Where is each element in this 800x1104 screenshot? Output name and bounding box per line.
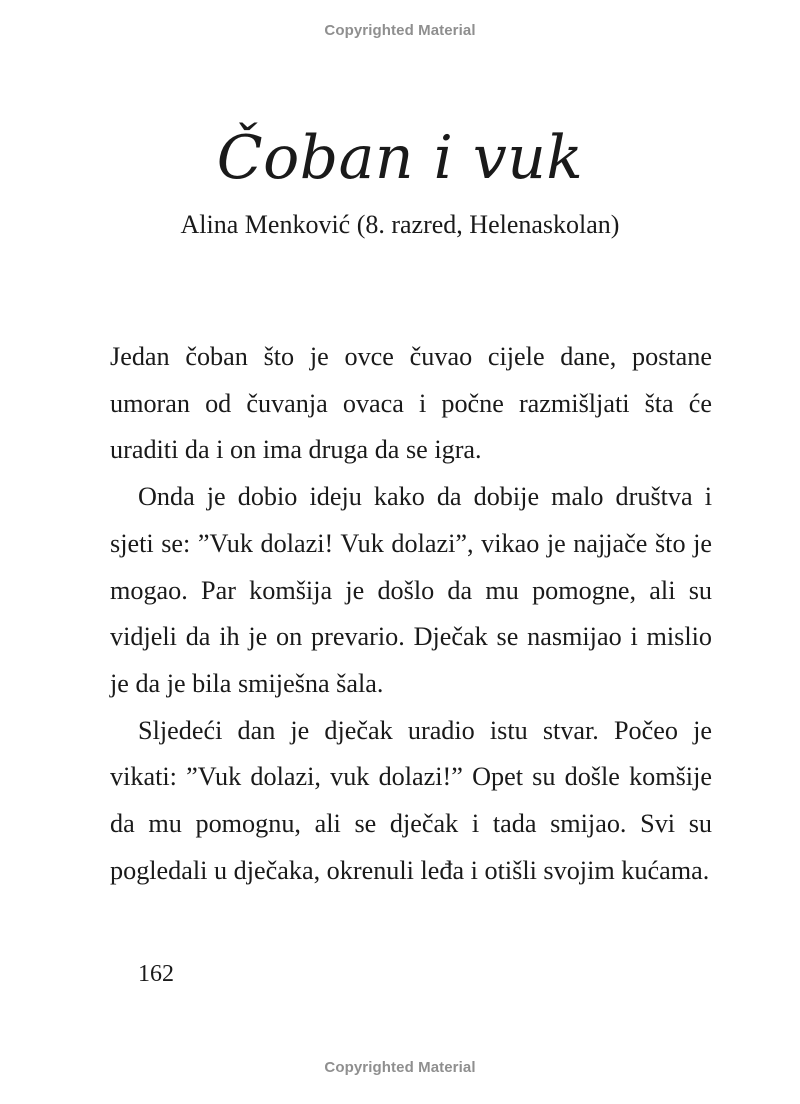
copyright-watermark-bottom: Copyrighted Material (324, 1059, 476, 1076)
paragraph-3: Sljedeći dan je dječak uradio istu stvar. Počeo je vikati: ”Vuk dolazi, vuk dolazi!” Opet su došle komšije da mu pomognu, ali se dječak i tada smijao. Svi su pogledali u dječaka, okrenuli leđa i otišli svojim kućama. (110, 715, 712, 885)
paragraph-1: Jedan čoban što je ovce čuvao cijele dane, postane umoran od čuvanja ovaca i počne razmišljati šta će uraditi da i on ima druga da se igra. (110, 342, 712, 465)
story-body (110, 334, 712, 894)
paragraph-2: Onda je dobio ideju kako da dobije malo društva i sjeti se: ”Vuk dolazi! Vuk dolazi”, vikao je najjače što je mogao. Par komšija je došlo da mu pomogne, ali su vidjeli da ih je on prevario. Dječak se nasmijao i mislio je da je bila smiješna šala. (110, 482, 712, 698)
page-number: 162 (138, 961, 174, 987)
story-author: Alina Menković (8. razred, Helenaskolan) (180, 210, 620, 239)
copyright-watermark-top: Copyrighted Material (324, 22, 476, 39)
story-title: Čoban i vuk (216, 123, 584, 193)
